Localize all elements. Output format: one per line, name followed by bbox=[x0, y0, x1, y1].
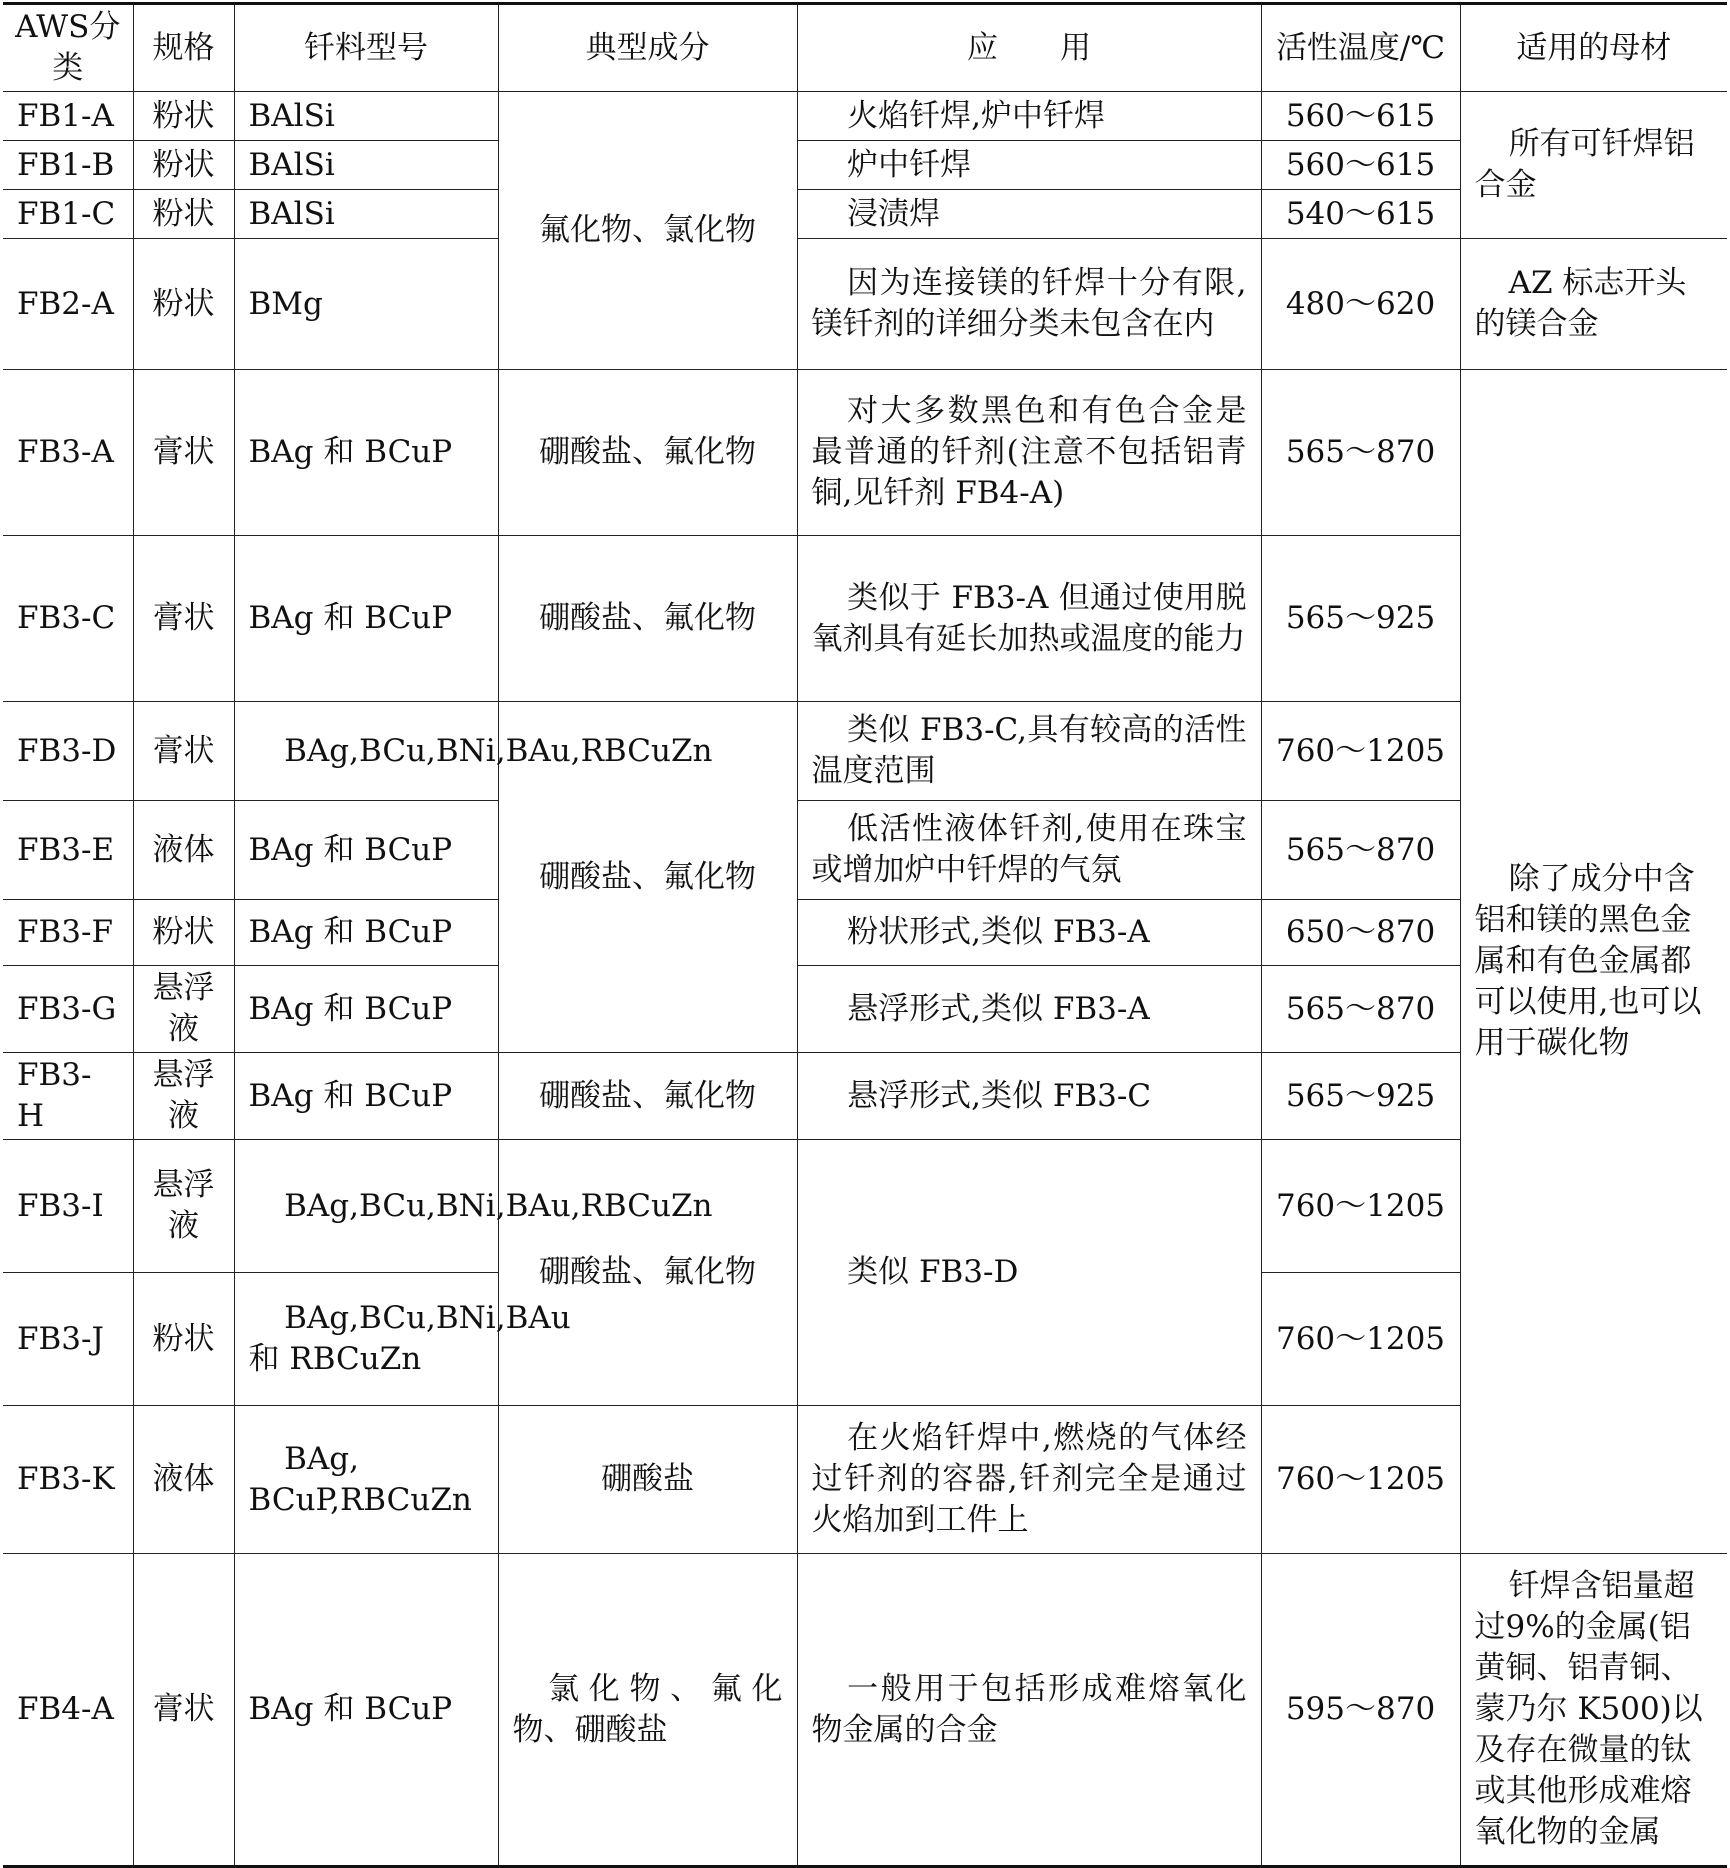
active-temp-cell: 760～1205 bbox=[1261, 1273, 1460, 1406]
flux-classification-table bbox=[3, 2, 1727, 1868]
filler-model-cell: BAlSi bbox=[234, 190, 498, 239]
table-row bbox=[3, 92, 1727, 141]
active-temp-cell: 650～870 bbox=[1261, 900, 1460, 966]
aws-class-cell: FB1-C bbox=[3, 190, 133, 239]
filler-model-cell: BAg 和 BCuP bbox=[234, 370, 498, 536]
active-temp-cell: 565～925 bbox=[1261, 1053, 1460, 1140]
form-cell: 粉状 bbox=[133, 900, 234, 966]
aws-class-cell: FB3-F bbox=[3, 900, 133, 966]
filler-model-cell: BAg 和 BCuP bbox=[234, 1554, 498, 1867]
composition-cell: 硼酸盐、氟化物 bbox=[498, 370, 797, 536]
header-active-temp: 活性温度/℃ bbox=[1261, 4, 1460, 92]
application-cell: 因为连接镁的钎焊十分有限,镁钎剂的详细分类未包含在内 bbox=[797, 239, 1261, 370]
aws-class-cell: FB3-E bbox=[3, 801, 133, 900]
filler-model-cell: BAg, BCuP,RBCuZn bbox=[234, 1406, 498, 1554]
form-cell: 粉状 bbox=[133, 239, 234, 370]
form-cell: 膏状 bbox=[133, 536, 234, 702]
application-cell: 类似 FB3-D bbox=[797, 1140, 1261, 1406]
filler-model-cell: BMg bbox=[234, 239, 498, 370]
filler-model-cell: BAg 和 BCuP bbox=[234, 536, 498, 702]
filler-model-cell: BAlSi bbox=[234, 141, 498, 190]
application-cell: 火焰钎焊,炉中钎焊 bbox=[797, 92, 1261, 141]
table-row bbox=[3, 239, 1727, 370]
active-temp-cell: 760～1205 bbox=[1261, 702, 1460, 801]
form-cell: 液体 bbox=[133, 801, 234, 900]
filler-model-cell: BAg,BCu,BNi,BAu,RBCuZn bbox=[234, 702, 498, 801]
active-temp-cell: 560～615 bbox=[1261, 92, 1460, 141]
form-cell: 膏状 bbox=[133, 702, 234, 801]
active-temp-cell: 565～870 bbox=[1261, 370, 1460, 536]
aws-class-cell: FB1-A bbox=[3, 92, 133, 141]
application-cell: 对大多数黑色和有色合金是最普通的钎剂(注意不包括铝青铜,见钎剂 FB4-A) bbox=[797, 370, 1261, 536]
form-cell: 粉状 bbox=[133, 92, 234, 141]
aws-class-cell: FB3-G bbox=[3, 966, 133, 1053]
aws-class-cell: FB3-K bbox=[3, 1406, 133, 1554]
header-filler-model: 钎料型号 bbox=[234, 4, 498, 92]
form-cell: 悬浮液 bbox=[133, 1053, 234, 1140]
aws-class-cell: FB1-B bbox=[3, 141, 133, 190]
form-cell: 悬浮液 bbox=[133, 966, 234, 1053]
filler-model-cell: BAg,BCu,BNi,BAu,RBCuZn bbox=[234, 1140, 498, 1273]
header-base-metal: 适用的母材 bbox=[1460, 4, 1727, 92]
filler-model-cell: BAg 和 BCuP bbox=[234, 801, 498, 900]
filler-model-cell: BAlSi bbox=[234, 92, 498, 141]
composition-cell: 硼酸盐、氟化物 bbox=[498, 536, 797, 702]
header-application: 应 用 bbox=[797, 4, 1261, 92]
active-temp-cell: 480～620 bbox=[1261, 239, 1460, 370]
composition-cell: 氟化物、氯化物 bbox=[498, 92, 797, 370]
aws-class-cell: FB3-J bbox=[3, 1273, 133, 1406]
form-cell: 粉状 bbox=[133, 1273, 234, 1406]
header-composition: 典型成分 bbox=[498, 4, 797, 92]
filler-model-cell: BAg 和 BCuP bbox=[234, 1053, 498, 1140]
composition-cell: 硼酸盐、氟化物 bbox=[498, 702, 797, 1053]
header-aws-class: AWS分类 bbox=[3, 4, 133, 92]
active-temp-cell: 565～870 bbox=[1261, 801, 1460, 900]
table-row bbox=[3, 1554, 1727, 1867]
aws-class-cell: FB3-H bbox=[3, 1053, 133, 1140]
form-cell: 膏状 bbox=[133, 370, 234, 536]
form-cell: 膏状 bbox=[133, 1554, 234, 1867]
application-cell: 悬浮形式,类似 FB3-A bbox=[797, 966, 1261, 1053]
application-cell: 类似于 FB3-A 但通过使用脱氧剂具有延长加热或温度的能力 bbox=[797, 536, 1261, 702]
aws-class-cell: FB2-A bbox=[3, 239, 133, 370]
composition-cell: 氯化物、氟化物、硼酸盐 bbox=[498, 1554, 797, 1867]
application-cell: 浸渍焊 bbox=[797, 190, 1261, 239]
active-temp-cell: 560～615 bbox=[1261, 141, 1460, 190]
active-temp-cell: 565～870 bbox=[1261, 966, 1460, 1053]
form-cell: 悬浮液 bbox=[133, 1140, 234, 1273]
base-metal-cell: AZ 标志开头的镁合金 bbox=[1460, 239, 1727, 370]
application-cell: 类似 FB3-C,具有较高的活性温度范围 bbox=[797, 702, 1261, 801]
aws-class-cell: FB3-D bbox=[3, 702, 133, 801]
form-cell: 粉状 bbox=[133, 141, 234, 190]
application-cell: 在火焰钎焊中,燃烧的气体经过钎剂的容器,钎剂完全是通过火焰加到工件上 bbox=[797, 1406, 1261, 1554]
base-metal-cell: 钎焊含铝量超过9%的金属(铝黄铜、铝青铜、蒙乃尔 K500)以及存在微量的钛或其他形成难熔氧化物的金属 bbox=[1460, 1554, 1727, 1867]
header-row bbox=[3, 4, 1727, 92]
active-temp-cell: 760～1205 bbox=[1261, 1406, 1460, 1554]
active-temp-cell: 540～615 bbox=[1261, 190, 1460, 239]
header-form: 规格 bbox=[133, 4, 234, 92]
application-cell: 低活性液体钎剂,使用在珠宝或增加炉中钎焊的气氛 bbox=[797, 801, 1261, 900]
aws-class-cell: FB3-I bbox=[3, 1140, 133, 1273]
composition-cell: 硼酸盐、氟化物 bbox=[498, 1140, 797, 1406]
composition-cell: 硼酸盐 bbox=[498, 1406, 797, 1554]
active-temp-cell: 595～870 bbox=[1261, 1554, 1460, 1867]
application-cell: 粉状形式,类似 FB3-A bbox=[797, 900, 1261, 966]
base-metal-cell: 除了成分中含铝和镁的黑色金属和有色金属都可以使用,也可以用于碳化物 bbox=[1460, 370, 1727, 1554]
composition-cell: 硼酸盐、氟化物 bbox=[498, 1053, 797, 1140]
form-cell: 粉状 bbox=[133, 190, 234, 239]
active-temp-cell: 565～925 bbox=[1261, 536, 1460, 702]
aws-class-cell: FB3-C bbox=[3, 536, 133, 702]
filler-model-cell: BAg,BCu,BNi,BAu 和 RBCuZn bbox=[234, 1273, 498, 1406]
filler-model-cell: BAg 和 BCuP bbox=[234, 966, 498, 1053]
table-row bbox=[3, 370, 1727, 536]
filler-model-cell: BAg 和 BCuP bbox=[234, 900, 498, 966]
base-metal-cell: 所有可钎焊铝合金 bbox=[1460, 92, 1727, 239]
application-cell: 炉中钎焊 bbox=[797, 141, 1261, 190]
active-temp-cell: 760～1205 bbox=[1261, 1140, 1460, 1273]
aws-class-cell: FB4-A bbox=[3, 1554, 133, 1867]
aws-class-cell: FB3-A bbox=[3, 370, 133, 536]
application-cell: 一般用于包括形成难熔氧化物金属的合金 bbox=[797, 1554, 1261, 1867]
application-cell: 悬浮形式,类似 FB3-C bbox=[797, 1053, 1261, 1140]
form-cell: 液体 bbox=[133, 1406, 234, 1554]
